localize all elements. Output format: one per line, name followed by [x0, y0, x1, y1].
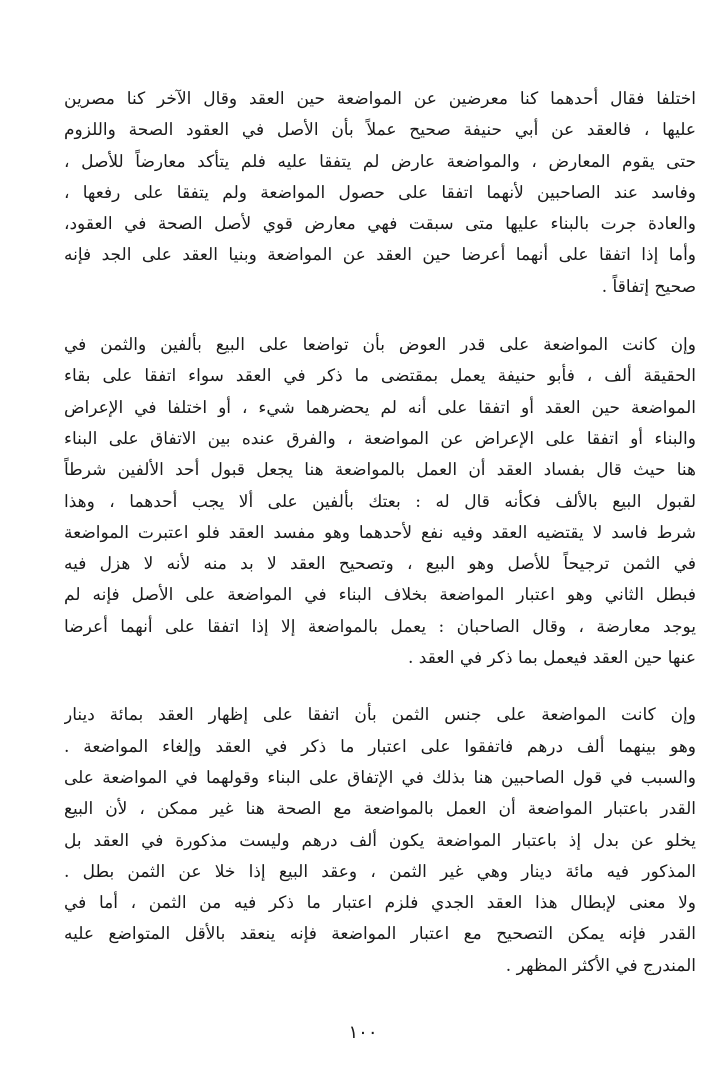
text-line: ولا معنى لإبطال هذا العقد الجدي فلزم اعتبار ما ذكر فيه من الثمن ، أما في	[64, 893, 696, 914]
paragraph-3	[64, 700, 696, 982]
text-line: يوجد معارضة ، وقال الصاحبان : يعمل بالمواضعة إلا إذا اتفقا على أنهما أعرضا	[64, 616, 696, 637]
text-line: عليها ، فالعقد عن أبي حنيفة صحيح عملاً بأن الأصل في العقود الصحة واللزوم	[64, 120, 696, 141]
text-line: وأما إذا اتفقا على أنهما أعرضا حين العقد عن المواضعة وبنيا العقد على الجد فإنه	[64, 245, 696, 266]
text-line: حتى يقوم المعارض ، والمواضعة عارض لم يتفقا عليه فلم يتأكد معارضاً للأصل ،	[64, 151, 696, 172]
text-line: المواضعة حين العقد أو اتفقا على أنه لم يحضرهما شيء ، أو اختلفا في الإعراض	[64, 397, 696, 418]
text-line: فبطل الثاني وهو اعتبار المواضعة بخلاف البناء في المواضعة على الأصل فإنه لم	[64, 585, 696, 606]
text-line: والسبب في قول الصاحبين هنا بذلك في الإتفاق على البناء وقولهما في المواضعة على	[64, 767, 696, 788]
text-line: وفاسد عند الصاحبين لأنهما اتفقا على حصول المواضعة ولم يتفقا على رفعها ،	[64, 182, 696, 203]
text-line: اختلفا فقال أحدهما كنا معرضين عن المواضعة حين العقد وقال الآخر كنا مصرين	[64, 89, 696, 109]
text-line: لقبول البيع بالألف فكأنه قال له : بعتك بألفين على ألا يجب أحدهما ، وهذا	[64, 491, 696, 512]
text-line: وإن كانت المواضعة على جنس الثمن بأن اتفقا على إظهار العقد بمائة دينار	[64, 705, 696, 726]
text-line: القدر باعتبار المواضعة أن العمل بالمواضعة مع الصحة هنا غير ممكن ، لأن البيع	[64, 799, 696, 820]
text-line: عنها حين العقد فيعمل بما ذكر في العقد .	[408, 648, 696, 669]
text-line: شرط فاسد لا يقتضيه العقد وفيه نفع لأحدهما وهو مفسد العقد فلو اعتبرت المواضعة	[64, 522, 696, 543]
text-line: وإن كانت المواضعة على قدر العوض بأن تواضعا على البيع بألفين والثمن في	[64, 335, 696, 356]
text-line: المندرج في الأكثر المظهر .	[505, 955, 696, 976]
text-line: صحيح إتفاقاً .	[601, 276, 696, 297]
text-line: والبناء أو اتفقا على الإعراض عن المواضعة ، والفرق عنده بين الاتفاق على البناء	[64, 428, 696, 449]
text-line: في الثمن ترجيحاً للأصل وهو البيع ، وتصحيح العقد لا بد منه لأنه لا هزل فيه	[64, 554, 696, 575]
paragraph-2	[64, 330, 696, 674]
text-line: المذكور فيه مائة دينار وهي غير الثمن ، وعقد البيع إذا خلا عن الثمن بطل .	[64, 861, 696, 882]
page-number: ١٠٠	[348, 1022, 378, 1043]
text-line: الحقيقة ألف ، فأبو حنيفة يعمل بمقتضى ما ذكر في العقد سواء اتفقا على بقاء	[64, 366, 696, 387]
text-line: وهو بينهما ألف درهم فاتفقوا على اعتبار ما ذكر في العقد وإلغاء المواضعة .	[64, 736, 696, 757]
text-line: هنا حيث قال بفساد العقد أن العمل بالمواضعة هنا يجعل قبول أحد الألفين شرطاً	[64, 460, 696, 481]
paragraph-1	[64, 84, 696, 303]
text-line: والعادة جرت بالبناء عليها متى سبقت فهي معارض قوي لأصل الصحة في العقود،	[64, 214, 696, 235]
text-line: يخلو عن بدل إذ باعتبار المواضعة يكون ألف درهم وليست مذكورة في العقد بل	[64, 830, 696, 851]
text-line: القدر فإنه يمكن التصحيح مع اعتبار المواضعة فإنه ينعقد بالأقل المتواضع عليه	[64, 924, 696, 945]
